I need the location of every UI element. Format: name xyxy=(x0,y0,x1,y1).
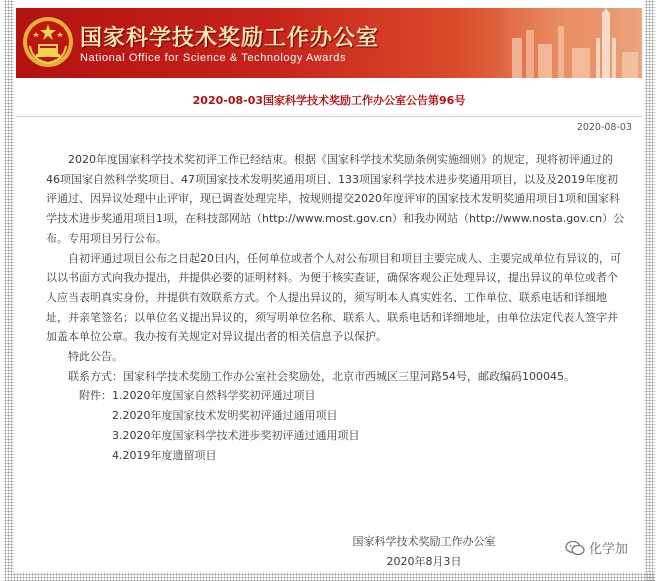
attachment-link[interactable]: 2.2020年度国家技术发明奖初评通过通用项目 xyxy=(112,409,338,423)
attachment-link[interactable]: 4.2019年度遗留项目 xyxy=(112,448,217,462)
banner-title-cn: 国家科学技术奖励工作办公室 xyxy=(80,25,380,51)
notice-body xyxy=(46,150,626,465)
notice-title: 2020-08-03国家科学技术奖励工作办公室公告第96号 xyxy=(192,94,466,107)
bottom-frame-border xyxy=(4,573,655,581)
attachment-link[interactable]: 1.2020年度国家自然科学奖初评通过项目 xyxy=(112,389,316,403)
attachment-item xyxy=(46,446,626,466)
wechat-watermark xyxy=(565,538,628,557)
banner-title-en: National Office for Science & Technology Awards xyxy=(80,52,347,64)
signature-date: 2020年8月3日 xyxy=(386,554,462,568)
paragraph: 联系方式：国家科学技术奖励工作办公室社会奖励处，北京市西城区三里河路54号，邮政编码100045。 xyxy=(68,369,575,383)
site-banner xyxy=(16,8,642,78)
watermark-label: 化学加 xyxy=(588,542,628,557)
national-emblem-icon xyxy=(22,16,74,68)
attachments-label: 附件： xyxy=(79,389,112,403)
wechat-icon xyxy=(565,540,585,556)
signature-block xyxy=(344,532,504,571)
paragraph: 特此公告。 xyxy=(68,350,123,364)
attachment-item xyxy=(46,426,626,446)
publish-date: 2020-08-03 xyxy=(576,122,632,133)
attachments-list xyxy=(46,386,626,465)
attachment-link[interactable]: 3.2020年度国家科学技术进步奖初评通过通用项目 xyxy=(112,428,360,442)
skyline-graphic-icon xyxy=(492,8,642,78)
attachment-item xyxy=(46,406,626,426)
title-divider xyxy=(16,116,642,117)
signature-org: 国家科学技术奖励工作办公室 xyxy=(352,535,496,548)
notice-page xyxy=(16,8,642,573)
paragraph: 自初评通过项目公布之日起20日内，任何单位或者个人对公布项目和项目主要完成人、主要完成单位有异议的，可以以书面方式向我办提出，并提供必要的证明材料。为便于核实查证，确保客观公正处理异议，提出异议的单位或者个人应当表明真实身份，并提供有效联系方式。个人提出异议的，须写明本人真实姓名、工作单位、联系电话和详细地址，并亲笔签名；以单位名义提出异议的，须写明单位名称、联系人、联系电话和详细地址，由单位法定代表人签字并加盖本单位公章。我办按有关规定对异议提出者的相关信息予以保护。 xyxy=(46,251,621,344)
paragraph: 2020年度国家科学技术奖初评工作已经结束。根据《国家科学技术奖励条例实施细则》的规定，现将初评通过的46项国家自然科学奖项目、47项国家技术发明奖通用项目、133项国家科学技术进步奖通用项目，以及及2019年度初评通过、因异议处理中止评审，现已调查处理完毕，按规则提交2020年度评审的国家技术发明奖通用项目1项和国家科学技术进步奖通用项目1项，在科技部网站（http://www.most.gov.cn）和我办网站（http://www.nosta.gov.cn）公布。专用项目另行公布。 xyxy=(46,153,625,245)
right-frame-border xyxy=(645,0,655,581)
attachment-item xyxy=(46,386,626,406)
left-frame-border xyxy=(4,0,14,581)
